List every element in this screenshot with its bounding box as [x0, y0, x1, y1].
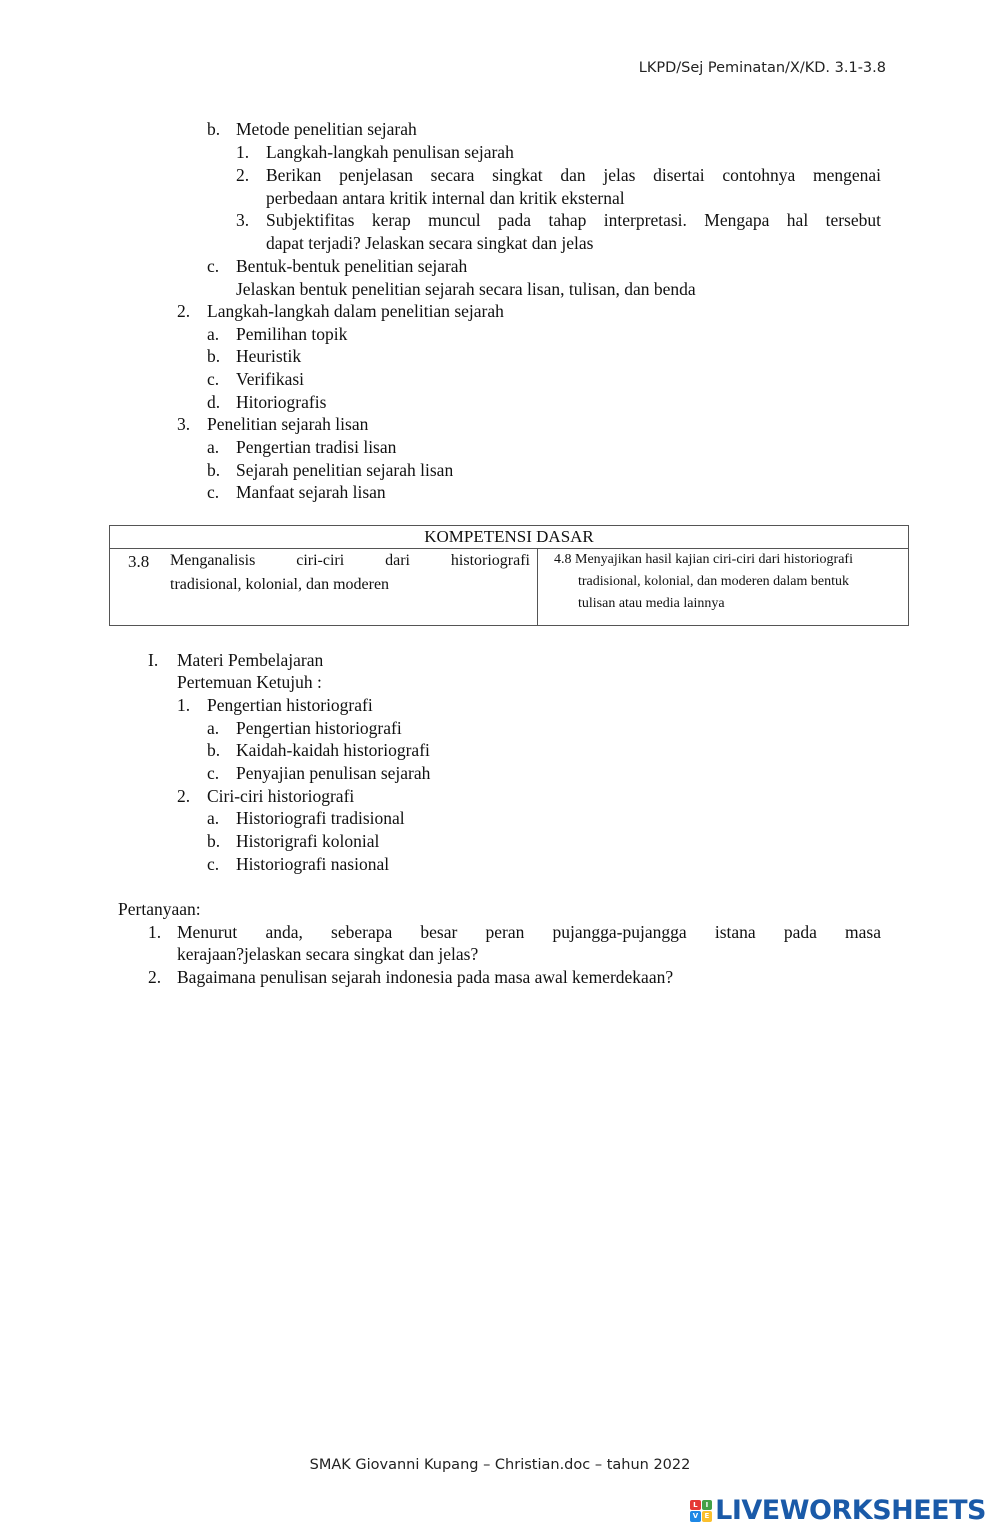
list-label: d. [207, 392, 221, 412]
list-item-text: Pengertian historiografi [236, 718, 402, 738]
list-item-text: Manfaat sejarah lisan [236, 482, 386, 502]
table-header: KOMPETENSI DASAR [110, 526, 909, 549]
questions-title: Pertanyaan: [118, 899, 201, 919]
list-item-text: Bentuk-bentuk penelitian sejarah [236, 256, 468, 276]
list-number: 3. [236, 210, 250, 230]
list-item-text: Heuristik [236, 346, 302, 366]
list-item-text: Kaidah-kaidah historiografi [236, 740, 430, 760]
list-number: 2. [177, 301, 191, 321]
list-item-text: Pengertian historiografi [207, 695, 373, 715]
kd-left-line2: tradisional, kolonial, dan moderen [170, 576, 390, 593]
list-label: a. [207, 324, 220, 344]
table-cell-left [110, 549, 538, 626]
logo-tile: L [690, 1500, 701, 1511]
list-item-text: Pemilihan topik [236, 324, 348, 344]
kd-right-line3: tulisan atau media lainnya [578, 596, 725, 611]
roman-numeral: I. [148, 650, 159, 670]
question-number: 2. [148, 967, 162, 987]
section-title: Materi Pembelajaran [177, 650, 324, 670]
list-number: 1. [177, 695, 191, 715]
header-code: LKPD/Sej Peminatan/X/KD. 3.1-3.8 [638, 60, 886, 76]
list-item-text: Sejarah penelitian sejarah lisan [236, 460, 454, 480]
list-item-text: Historiografi tradisional [236, 808, 405, 828]
kd-right-line2: tradisional, kolonial, dan moderen dalam bentuk [578, 574, 849, 589]
list-number: 1. [236, 142, 250, 162]
list-label: b. [207, 346, 221, 366]
list-label: c. [207, 854, 220, 874]
list-number: 2. [177, 786, 191, 806]
list-item-text: Verifikasi [236, 369, 305, 389]
list-label: c. [207, 482, 220, 502]
kd-word: dari [385, 552, 410, 569]
list-number: 2. [236, 165, 250, 185]
list-item-text: Penelitian sejarah lisan [207, 414, 369, 434]
list-label: a. [207, 808, 220, 828]
kd-right-line1: 4.8 Menyajikan hasil kajian ciri-ciri dari historiografi [554, 552, 853, 567]
list-label: c. [207, 763, 220, 783]
logo-text: LIVEWORKSHEETS [715, 1495, 986, 1526]
list-item-text: Pengertian tradisi lisan [236, 437, 397, 457]
question-text: Menurut anda, seberapa besar peran pujangga-pujangga istana pada masa [177, 922, 881, 942]
list-label: c. [207, 369, 220, 389]
list-item-text: Berikan penjelasan secara singkat dan jelas disertai contohnya mengenai [266, 165, 881, 185]
question-number: 1. [148, 922, 162, 942]
page-footer: SMAK Giovanni Kupang – Christian.doc – tahun 2022 [309, 1457, 691, 1473]
list-item-text: Penyajian penulisan sejarah [236, 763, 431, 783]
kd-word: ciri-ciri [296, 552, 345, 569]
kompetensi-dasar-table [109, 525, 909, 626]
list-label: a. [207, 437, 220, 457]
list-item-text: Historigrafi kolonial [236, 831, 380, 851]
meeting-label: Pertemuan Ketujuh : [177, 672, 322, 692]
logo-tile: I [702, 1500, 713, 1511]
list-label-c: c. [207, 256, 220, 276]
kd-left-line1 [170, 552, 530, 570]
logo-mark-icon [690, 1500, 712, 1522]
list-item-text: Ciri-ciri historiografi [207, 786, 355, 806]
question-text: kerajaan?jelaskan secara singkat dan jelas? [177, 944, 479, 964]
kd-number: 3.8 [128, 552, 150, 571]
list-number: 3. [177, 414, 191, 434]
question-text: Bagaimana penulisan sejarah indonesia pada masa awal kemerdekaan? [177, 967, 674, 987]
list-label: b. [207, 831, 221, 851]
list-label-b: b. [207, 119, 221, 139]
kd-word: historiografi [450, 552, 530, 569]
logo-tile: V [690, 1511, 701, 1522]
list-label: b. [207, 740, 221, 760]
kd-word: Menganalisis [170, 552, 256, 569]
list-item-text: Jelaskan bentuk penelitian sejarah secara lisan, tulisan, dan benda [236, 279, 696, 299]
list-item-text: Langkah-langkah penulisan sejarah [266, 142, 514, 162]
liveworksheets-logo[interactable] [690, 1495, 986, 1526]
list-label: b. [207, 460, 221, 480]
list-label: a. [207, 718, 220, 738]
list-item-text: dapat terjadi? Jelaskan secara singkat dan jelas [266, 233, 594, 253]
list-item-text: perbedaan antara kritik internal dan kritik eksternal [266, 188, 625, 208]
list-item-text: Hitoriografis [236, 392, 327, 412]
list-item-text: Metode penelitian sejarah [236, 119, 417, 139]
logo-tile: E [702, 1511, 713, 1522]
table-cell-right [538, 549, 909, 626]
list-item-text: Subjektifitas kerap muncul pada tahap interpretasi. Mengapa hal tersebut [266, 210, 881, 230]
list-item-text: Historiografi nasional [236, 854, 390, 874]
list-item-text: Langkah-langkah dalam penelitian sejarah [207, 301, 504, 321]
